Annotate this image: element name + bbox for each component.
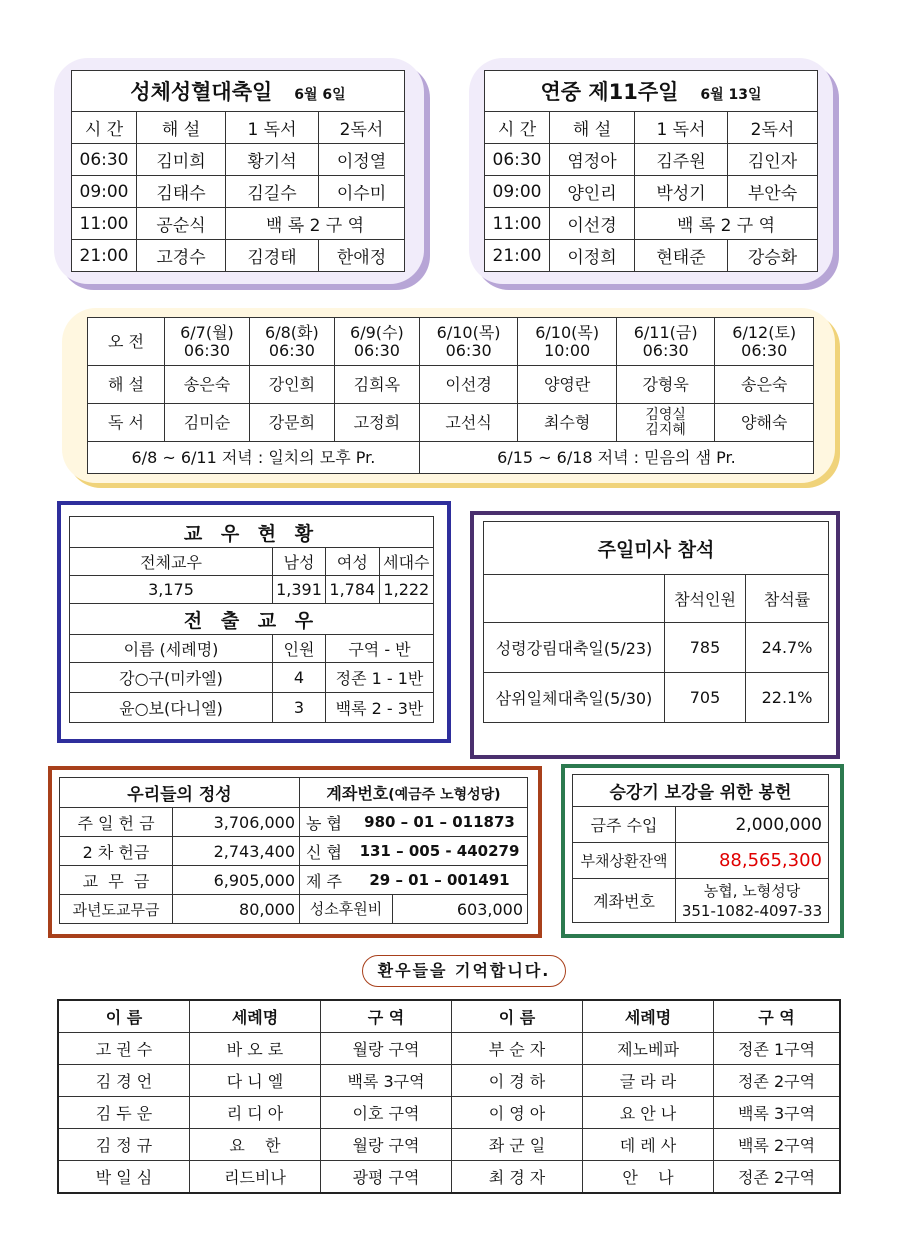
- transfer-count: 4: [272, 663, 325, 693]
- header-name: 이 름: [452, 1000, 583, 1033]
- commentary-cell: 고경수: [137, 240, 226, 272]
- reading-cell: 김미순: [165, 404, 250, 442]
- schedule-title: 성체성혈대축일 6월 6일: [72, 71, 405, 112]
- day-cell: 6/11(금) 06:30: [616, 318, 715, 366]
- transfer-area: 정존 1 - 1반: [325, 663, 433, 693]
- account-number: 29 – 01 – 001491: [352, 866, 528, 895]
- prayer-note: 6/8 ~ 6/11 저녁 : 일치의 모후 Pr.: [88, 442, 420, 474]
- time-cell: 11:00: [485, 208, 550, 240]
- attendance-name: 성령강림대축일(5/23): [484, 623, 665, 673]
- header-time: 시 간: [485, 112, 550, 144]
- reading2-cell: 이정열: [319, 144, 405, 176]
- prayer-note: 6/15 ~ 6/18 저녁 : 믿음의 샘 Pr.: [419, 442, 813, 474]
- table-row: [60, 837, 528, 866]
- attendance-rate: 24.7%: [746, 623, 829, 673]
- header-commentary: 해 설: [137, 112, 226, 144]
- sick-list-table: [57, 999, 841, 1194]
- attendance-table: [483, 521, 829, 723]
- value-households: 1,222: [379, 576, 433, 604]
- value-male: 1,391: [272, 576, 325, 604]
- table-row: [70, 663, 434, 693]
- table-row: [484, 673, 829, 723]
- table-row: [485, 240, 818, 272]
- header-baptismal-name: 세례명: [583, 1000, 714, 1033]
- reading1-cell: 황기석: [226, 144, 319, 176]
- label-morning: 오 전: [88, 318, 165, 366]
- account-number: 980 – 01 – 011873: [352, 808, 528, 837]
- header-female: 여성: [325, 548, 379, 576]
- offering-label: 주 일 헌 금: [60, 808, 173, 837]
- empty-header: [484, 575, 665, 623]
- readings-merged-cell: 백 록 2 구 역: [635, 208, 818, 240]
- value-female: 1,784: [325, 576, 379, 604]
- transfer-name: 강○구(미카엘): [70, 663, 273, 693]
- day-cell: 6/7(월) 06:30: [165, 318, 250, 366]
- table-row: 김 두 운 리 디 아 이호 구역 이 영 아 요 안 나 백록 3구역: [58, 1097, 840, 1129]
- reading-cell: 최수형: [518, 404, 617, 442]
- elevator-fund-table: [572, 774, 829, 923]
- debt-balance: 88,565,300: [676, 843, 829, 879]
- offerings-table: [59, 777, 528, 924]
- transfer-count: 3: [272, 693, 325, 723]
- schedule-table-1: [71, 70, 405, 272]
- label-commentary: 해 설: [88, 366, 165, 404]
- header-count: 인원: [272, 635, 325, 663]
- table-row: [60, 895, 528, 924]
- offerings-title: 우리들의 정성: [60, 778, 300, 808]
- table-row: [72, 144, 405, 176]
- commentary-cell: 양인리: [550, 176, 635, 208]
- reading2-cell: 강승화: [728, 240, 818, 272]
- transfer-area: 백록 2 - 3반: [325, 693, 433, 723]
- fund-account: 농협, 노형성당 351-1082-4097-33: [676, 879, 829, 923]
- day-cell: 6/8(화) 06:30: [249, 318, 334, 366]
- time-cell: 09:00: [72, 176, 137, 208]
- bank-name: 제 주: [300, 866, 353, 895]
- table-row: [485, 208, 818, 240]
- header-time: 시 간: [72, 112, 137, 144]
- header-male: 남성: [272, 548, 325, 576]
- commentary-cell: 이정희: [550, 240, 635, 272]
- header-reading1: 1 독서: [635, 112, 728, 144]
- commentary-cell: 김미희: [137, 144, 226, 176]
- fund-income: 2,000,000: [676, 807, 829, 843]
- table-row: [70, 693, 434, 723]
- reading-cell: 강문희: [249, 404, 334, 442]
- day-cell: 6/10(목) 06:30: [419, 318, 518, 366]
- fund-label: 부채상환잔액: [573, 843, 676, 879]
- table-row: 김 경 언 다 니 엘 백록 3구역 이 경 하 글 라 라 정존 2구역: [58, 1065, 840, 1097]
- reading1-cell: 김주원: [635, 144, 728, 176]
- reading2-cell: 부안숙: [728, 176, 818, 208]
- fund-label: 금주 수입: [573, 807, 676, 843]
- commentary-cell: 이선경: [550, 208, 635, 240]
- day-cell: 6/12(토) 06:30: [715, 318, 814, 366]
- reading-cell: 고선식: [419, 404, 518, 442]
- header-area: 구역 - 반: [325, 635, 433, 663]
- sick-list-title: 환우들을 기억합니다.: [362, 955, 566, 987]
- fund-label: 계좌번호: [573, 879, 676, 923]
- time-cell: 21:00: [485, 240, 550, 272]
- table-row: 김 정 규 요 한 월랑 구역 좌 군 일 데 레 사 백록 2구역: [58, 1129, 840, 1161]
- table-row: [72, 176, 405, 208]
- header-name: 이 름: [58, 1000, 190, 1033]
- attendance-count: 785: [665, 623, 746, 673]
- weekday-table: [87, 317, 814, 474]
- reading1-cell: 김경태: [226, 240, 319, 272]
- header-total: 전체교우: [70, 548, 273, 576]
- time-cell: 06:30: [485, 144, 550, 176]
- header-reading2: 2독서: [728, 112, 818, 144]
- bank-name: 농 협: [300, 808, 353, 837]
- offering-label: 2 차 헌금: [60, 837, 173, 866]
- commentary-cell: 염정아: [550, 144, 635, 176]
- reading1-cell: 박성기: [635, 176, 728, 208]
- header-name: 이름 (세례명): [70, 635, 273, 663]
- account-number: 131 – 005 - 440279: [352, 837, 528, 866]
- header-count: 참석인원: [665, 575, 746, 623]
- table-row: [72, 208, 405, 240]
- reading2-cell: 김인자: [728, 144, 818, 176]
- offering-amount: 6,905,000: [173, 866, 300, 895]
- value-total: 3,175: [70, 576, 273, 604]
- commentary-cell: 김태수: [137, 176, 226, 208]
- header-commentary: 해 설: [550, 112, 635, 144]
- transfer-title: 전 출 교 우: [70, 604, 434, 635]
- header-rate: 참석률: [746, 575, 829, 623]
- offering-label: 교 무 금: [60, 866, 173, 895]
- header-reading1: 1 독서: [226, 112, 319, 144]
- time-cell: 09:00: [485, 176, 550, 208]
- table-row: 박 일 심 리드비나 광평 구역 최 경 자 안 나 정존 2구역: [58, 1161, 840, 1194]
- reading1-cell: 현태준: [635, 240, 728, 272]
- transfer-name: 윤○보(다니엘): [70, 693, 273, 723]
- attendance-title: 주일미사 참석: [484, 522, 829, 575]
- header-area: 구 역: [714, 1000, 841, 1033]
- fund-title: 승강기 보강을 위한 봉헌: [573, 775, 829, 807]
- reading-cell: 김영실 김지혜: [616, 404, 715, 442]
- readings-merged-cell: 백 록 2 구 역: [226, 208, 405, 240]
- time-cell: 21:00: [72, 240, 137, 272]
- day-cell: 6/9(수) 06:30: [334, 318, 419, 366]
- header-households: 세대수: [379, 548, 433, 576]
- account-title: 계좌번호(예금주 노형성당): [300, 778, 528, 808]
- offering-amount: 80,000: [173, 895, 300, 924]
- attendance-name: 삼위일체대축일(5/30): [484, 673, 665, 723]
- schedule-title: 연중 제11주일 6월 13일: [485, 71, 818, 112]
- header-reading2: 2독서: [319, 112, 405, 144]
- commentary-cell: 김희옥: [334, 366, 419, 404]
- parishioner-title: 교 우 현 황: [70, 517, 434, 548]
- commentary-cell: 양영란: [518, 366, 617, 404]
- header-area: 구 역: [321, 1000, 452, 1033]
- reading1-cell: 김길수: [226, 176, 319, 208]
- table-row: [484, 623, 829, 673]
- table-row: [485, 144, 818, 176]
- bank-name: 신 협: [300, 837, 353, 866]
- attendance-rate: 22.1%: [746, 673, 829, 723]
- commentary-cell: 이선경: [419, 366, 518, 404]
- header-baptismal-name: 세례명: [190, 1000, 321, 1033]
- commentary-cell: 공순식: [137, 208, 226, 240]
- commentary-cell: 송은숙: [165, 366, 250, 404]
- reading-cell: 고정희: [334, 404, 419, 442]
- time-cell: 06:30: [72, 144, 137, 176]
- offering-label: 과년도교무금: [60, 895, 173, 924]
- reading-cell: 양해숙: [715, 404, 814, 442]
- table-row: [485, 176, 818, 208]
- time-cell: 11:00: [72, 208, 137, 240]
- reading2-cell: 한애정: [319, 240, 405, 272]
- commentary-cell: 강인희: [249, 366, 334, 404]
- table-row: [60, 808, 528, 837]
- vocation-support: 성소후원비 603,000: [300, 895, 528, 924]
- parishioner-table: [69, 516, 434, 723]
- schedule-table-2: [484, 70, 818, 272]
- day-cell: 6/10(목) 10:00: [518, 318, 617, 366]
- reading2-cell: 이수미: [319, 176, 405, 208]
- offering-amount: 2,743,400: [173, 837, 300, 866]
- label-reading: 독 서: [88, 404, 165, 442]
- attendance-count: 705: [665, 673, 746, 723]
- table-row: [72, 240, 405, 272]
- commentary-cell: 송은숙: [715, 366, 814, 404]
- table-row: [60, 866, 528, 895]
- table-row: 고 권 수 바 오 로 월랑 구역 부 순 자 제노베파 정존 1구역: [58, 1033, 840, 1065]
- offering-amount: 3,706,000: [173, 808, 300, 837]
- commentary-cell: 강형욱: [616, 366, 715, 404]
